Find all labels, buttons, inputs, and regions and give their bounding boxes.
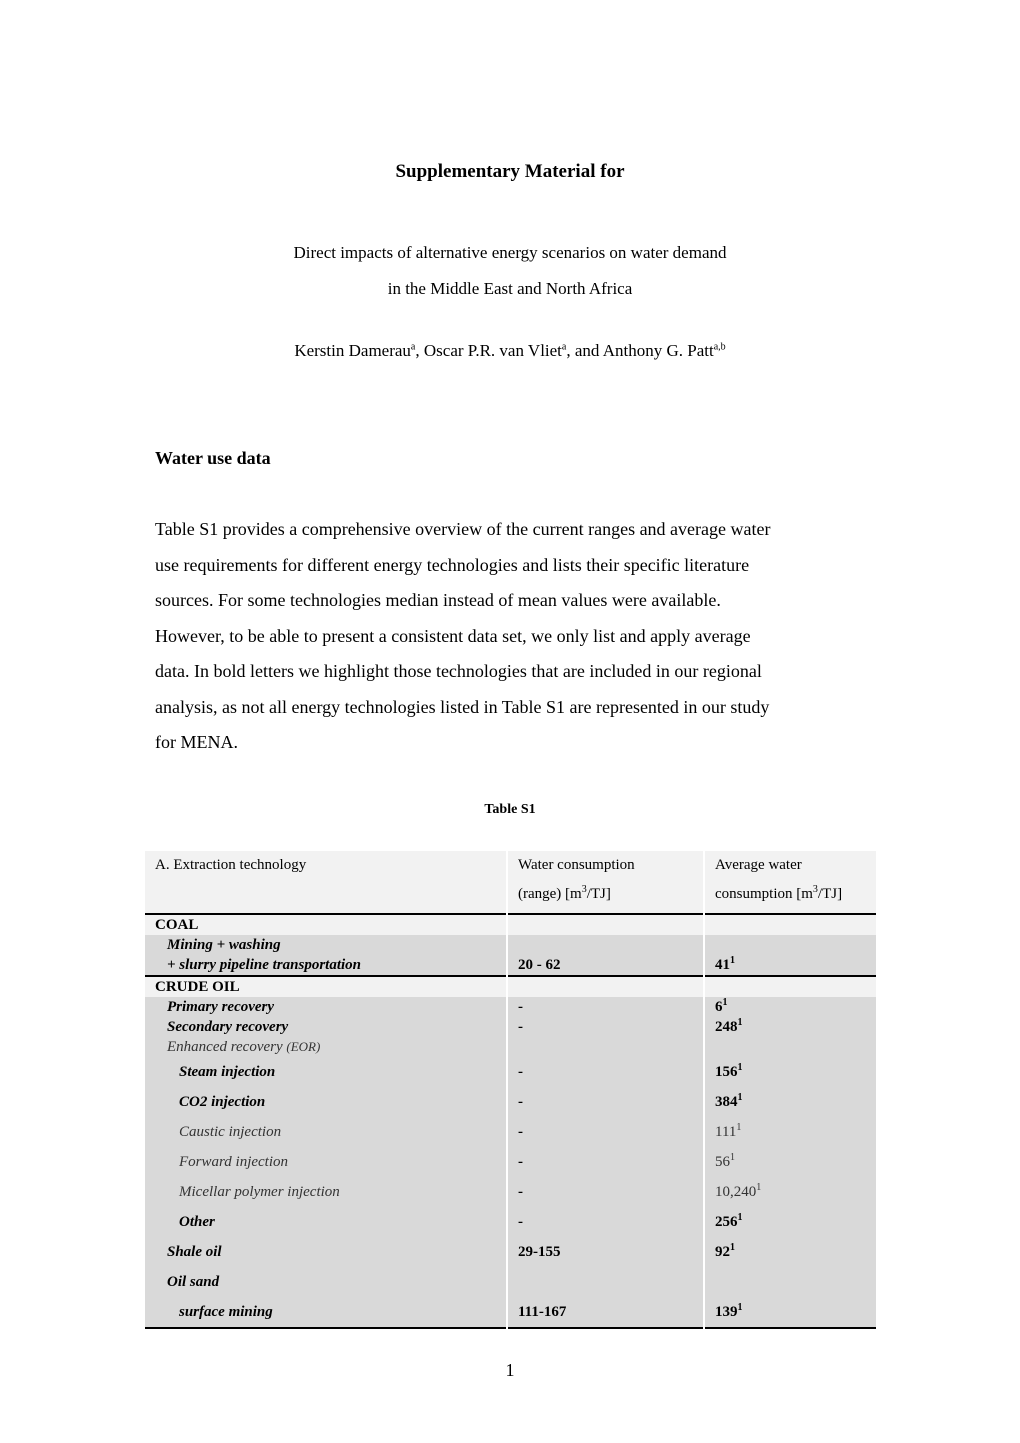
table-caption: Table S1: [484, 802, 536, 817]
section-heading: Water use data: [155, 448, 271, 468]
average-value: 156: [715, 1064, 738, 1080]
author-name: Kerstin Damerau: [294, 341, 411, 360]
empty-cell: [507, 1037, 704, 1057]
average-cell: [704, 1017, 876, 1037]
paragraph-line: use requirements for different energy technologies and lists their specific literature: [155, 554, 750, 575]
average-value: 139: [715, 1304, 738, 1320]
reference-sup: 1: [730, 1152, 735, 1163]
technology-label: Forward injection: [145, 1147, 507, 1177]
paper-title-line-1: Direct impacts of alternative energy scenarios on water demand: [293, 243, 727, 262]
reference-sup: 1: [756, 1182, 762, 1193]
technology-label: Primary recovery: [145, 997, 507, 1017]
author-affiliation: a: [561, 341, 567, 353]
average-value: 56: [715, 1154, 730, 1170]
header-unit-tail: /TJ]: [817, 886, 843, 902]
author-affiliation: a: [410, 341, 416, 353]
range-cell: -: [507, 1147, 704, 1177]
reference-sup: 1: [730, 955, 735, 966]
author-affiliation: [714, 341, 726, 352]
technology-label: Shale oil: [145, 1237, 507, 1267]
affil-b: b: [720, 341, 726, 353]
range-cell: -: [507, 1117, 704, 1147]
range-cell: -: [507, 1017, 704, 1037]
category-label: CRUDE OIL: [145, 976, 507, 997]
technology-label: Caustic injection: [145, 1117, 507, 1147]
table-row: [145, 1087, 876, 1117]
header-water-consumption-range: [507, 851, 704, 914]
technology-label-text: Enhanced recovery: [167, 1039, 283, 1055]
technology-label: + slurry pipeline transportation: [167, 957, 362, 973]
header-unit-text: consumption [m: [715, 886, 813, 902]
technology-label: Other: [145, 1207, 507, 1237]
technology-label: surface mining: [145, 1297, 507, 1328]
average-cell: [704, 1207, 876, 1237]
paragraph-line: sources. For some technologies median instead of mean values were available.: [155, 590, 721, 610]
header-unit-sup: 3: [812, 884, 818, 895]
paper-title-line-2: in the Middle East and North Africa: [387, 279, 633, 298]
paper-title: [0, 235, 1020, 307]
page-number: 1: [505, 1360, 515, 1380]
table-row: [145, 1147, 876, 1177]
range-cell: -: [507, 1057, 704, 1087]
reference-sup: 1: [737, 1092, 743, 1103]
header-label: Average water: [715, 857, 802, 873]
table-header-row: [145, 851, 876, 914]
category-label: COAL: [145, 914, 507, 935]
header-label: Water consumption: [518, 857, 635, 873]
average-value: 111: [715, 1124, 737, 1140]
empty-cell: [507, 976, 704, 997]
average-cell: [704, 1177, 876, 1207]
author-list: [0, 341, 1020, 361]
author-separator: ,: [415, 341, 424, 360]
average-cell: [704, 1237, 876, 1267]
range-cell: 111-167: [507, 1297, 704, 1328]
table-row: [145, 1267, 876, 1297]
technology-label: Secondary recovery: [145, 1017, 507, 1037]
range-cell: -: [507, 1207, 704, 1237]
technology-label: Oil sand: [145, 1267, 507, 1297]
header-unit: [518, 880, 693, 909]
range-cell: -: [507, 1177, 704, 1207]
range-cell: -: [507, 1087, 704, 1117]
header-unit-text: (range) [m: [518, 886, 582, 902]
table-row: [145, 1177, 876, 1207]
empty-cell: [704, 1267, 876, 1297]
empty-cell: [704, 1037, 876, 1057]
table-row: [145, 1237, 876, 1267]
header-unit: [715, 880, 866, 909]
range-cell: 29-155: [507, 1237, 704, 1267]
paragraph-line: data. In bold letters we highlight those technologies that are included in our regional: [155, 661, 762, 681]
table-row: [145, 1037, 876, 1057]
paragraph-line: Table S1 provides a comprehensive overview of the current ranges and average water: [155, 519, 771, 539]
document-title: Supplementary Material for: [395, 161, 625, 182]
average-value: 248: [715, 1019, 738, 1035]
affil-a: a,: [713, 341, 721, 353]
table-row: [145, 1117, 876, 1147]
empty-cell: [704, 914, 876, 935]
table-row: [145, 1297, 876, 1328]
category-row-coal: [145, 914, 876, 935]
table-row: [145, 997, 876, 1017]
average-value: 92: [715, 1244, 730, 1260]
reference-sup: 1: [737, 1017, 743, 1028]
header-average-water-consumption: [704, 851, 876, 914]
average-cell: [704, 1147, 876, 1177]
average-cell: [704, 997, 876, 1017]
paragraph-line: for MENA.: [155, 732, 238, 752]
body-paragraph: [155, 512, 875, 761]
reference-sup: 1: [737, 1212, 743, 1223]
reference-sup: 1: [722, 997, 728, 1008]
average-cell: [704, 935, 876, 976]
reference-sup: 1: [737, 1062, 743, 1073]
table-row: [145, 1017, 876, 1037]
author-separator: , and: [566, 341, 603, 360]
average-value: 6: [715, 999, 723, 1015]
average-cell: [704, 1087, 876, 1117]
author-name: Oscar P.R. van Vliet: [423, 341, 562, 360]
technology-cell: [145, 935, 507, 976]
technology-label: [145, 1037, 507, 1057]
table-row: [145, 935, 876, 976]
average-value: 41: [715, 957, 730, 973]
reference-sup: 1: [736, 1122, 742, 1133]
water-use-table: [145, 851, 876, 1329]
average-cell: [704, 1117, 876, 1147]
technology-label-suffix: (EOR): [286, 1039, 321, 1054]
technology-label: CO2 injection: [145, 1087, 507, 1117]
average-value: 384: [715, 1094, 738, 1110]
average-value: 256: [715, 1214, 738, 1230]
header-label: A. Extraction technology: [155, 857, 307, 873]
technology-label: Mining + washing: [167, 937, 281, 953]
empty-cell: [704, 976, 876, 997]
technology-label: Micellar polymer injection: [145, 1177, 507, 1207]
range-cell: -: [507, 997, 704, 1017]
header-extraction-technology: [145, 851, 507, 914]
paragraph-line: However, to be able to present a consistent data set, we only list and apply average: [155, 625, 751, 646]
average-value: 10,240: [715, 1184, 757, 1200]
reference-sup: 1: [730, 1242, 735, 1253]
table-row: [145, 1207, 876, 1237]
table-row: [145, 1057, 876, 1087]
author-name: Anthony G. Patt: [602, 341, 714, 360]
header-unit-sup: 3: [581, 884, 587, 895]
range-cell: 20 - 62: [507, 935, 704, 976]
average-cell: [704, 1297, 876, 1328]
average-cell: [704, 1057, 876, 1087]
reference-sup: 1: [737, 1302, 743, 1313]
header-unit-tail: /TJ]: [586, 886, 611, 902]
technology-label: Steam injection: [145, 1057, 507, 1087]
empty-cell: [507, 914, 704, 935]
paragraph-line: analysis, as not all energy technologies listed in Table S1 are represented in our study: [155, 696, 770, 717]
category-row-crude-oil: [145, 976, 876, 997]
empty-cell: [507, 1267, 704, 1297]
